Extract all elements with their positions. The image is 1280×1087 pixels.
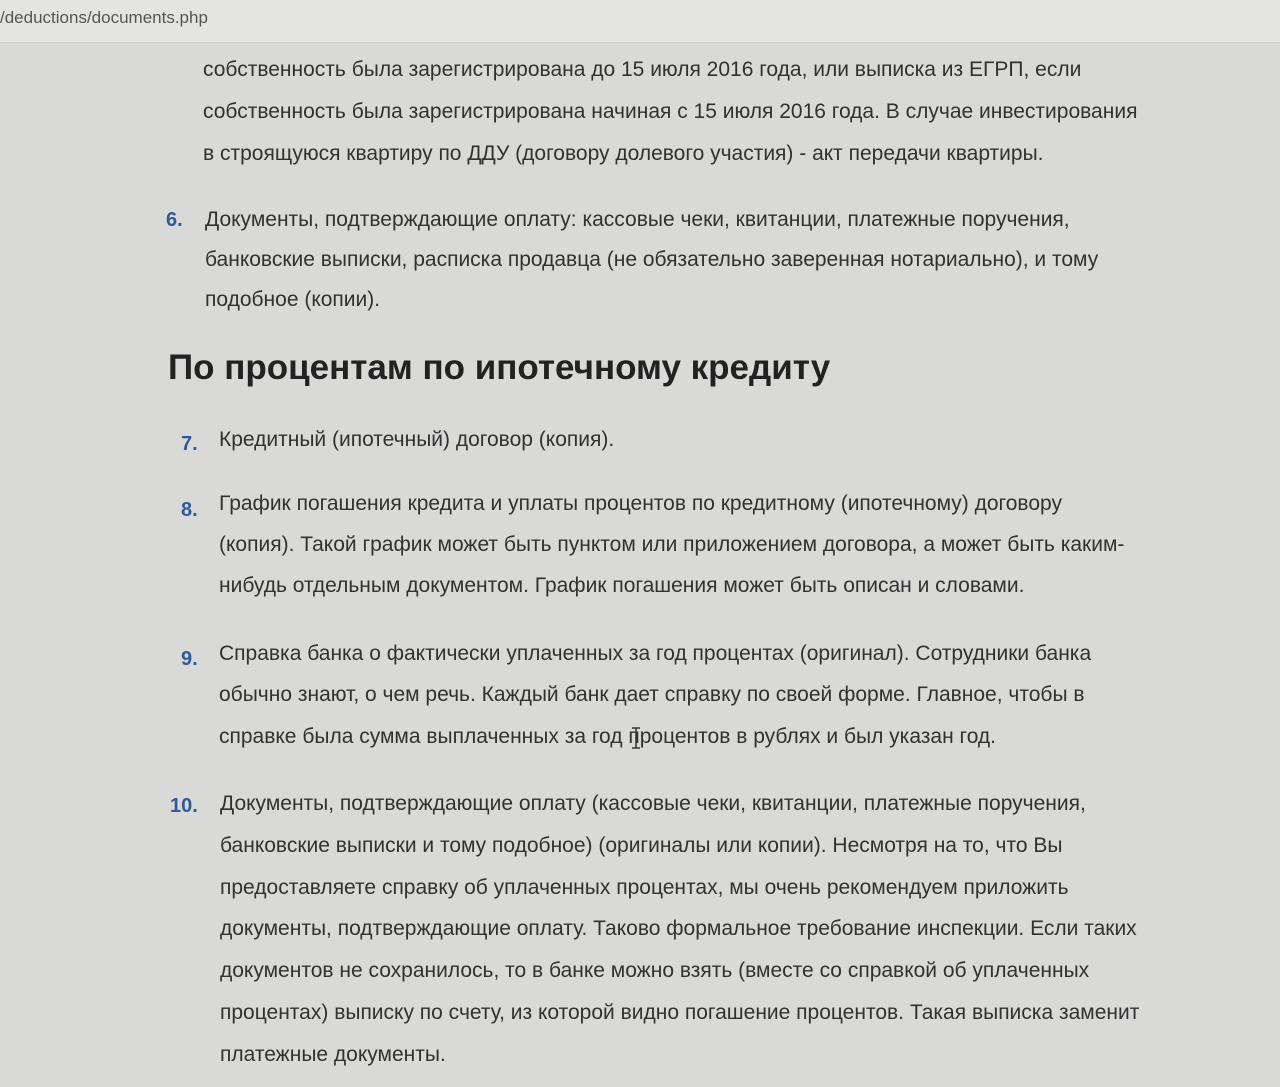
list-item-9-number: 9. — [181, 648, 198, 670]
list-item-9-line: обычно знают, о чем речь. Каждый банк дает справку по своей форме. Главное, чтобы в — [219, 683, 1085, 706]
list-item-10-line: банковские выписки и тому подобное) (оригиналы или копии). Несмотря на то, что Вы — [220, 834, 1063, 857]
list-item-6-line: Документы, подтверждающие оплату: кассовые чеки, квитанции, платежные поручения, — [205, 208, 1070, 231]
list-item-5-line: собственность была зарегистрирована начиная с 15 июля 2016 года. В случае инвестирования — [203, 100, 1138, 123]
list-item-10-line: процентах) выписку по счету, из которой видно погашение процентов. Такая выписка заменит — [220, 1001, 1140, 1024]
list-item-6-line: банковские выписки, расписка продавца (не обязательно заверенная нотариально), и тому — [205, 248, 1099, 271]
list-item-10-line: документов не сохранилось, то в банке можно взять (вместе со справкой об уплаченных — [220, 959, 1090, 982]
list-item-9-line: справке была сумма выплаченных за год процентов в рублях и был указан год. — [219, 725, 997, 748]
section-heading: По процентам по ипотечному кредиту — [168, 348, 831, 387]
url-text[interactable]: /deductions/documents.php — [0, 8, 208, 27]
list-item-9-line: Справка банка о фактически уплаченных за год процентах (оригинал). Сотрудники банка — [219, 642, 1092, 665]
list-item-7-line: Кредитный (ипотечный) договор (копия). — [219, 428, 615, 451]
list-item-6-number: 6. — [166, 209, 183, 231]
list-item-10-line: Документы, подтверждающие оплату (кассовые чеки, квитанции, платежные поручения, — [220, 792, 1086, 815]
list-item-10-line: предоставляете справку об уплаченных процентах, мы очень рекомендуем приложить — [220, 876, 1069, 899]
list-item-6-line: подобное (копии). — [205, 288, 381, 311]
list-item-8-line: нибудь отдельным документом. График погашения может быть описан и словами. — [219, 574, 1025, 597]
list-item-10-number: 10. — [170, 795, 198, 817]
list-item-10-line: платежные документы. — [220, 1043, 446, 1066]
list-item-10-line: документы, подтверждающие оплату. Таково формальное требование инспекции. Если таких — [220, 917, 1137, 940]
list-item-7-number: 7. — [181, 433, 198, 455]
list-item-8-line: График погашения кредита и уплаты процентов по кредитному (ипотечному) договору — [219, 492, 1062, 515]
list-item-5-line: в строящуюся квартиру по ДДУ (договору долевого участия) - акт передачи квартиры. — [203, 142, 1044, 165]
text-cursor-icon — [630, 727, 642, 749]
list-item-8-number: 8. — [181, 499, 198, 521]
list-item-8-line: (копия). Такой график может быть пунктом или приложением договора, а может быть каким- — [219, 533, 1125, 556]
list-item-5-line: собственность была зарегистрирована до 15 июля 2016 года, или выписка из ЕГРП, если — [203, 58, 1082, 81]
